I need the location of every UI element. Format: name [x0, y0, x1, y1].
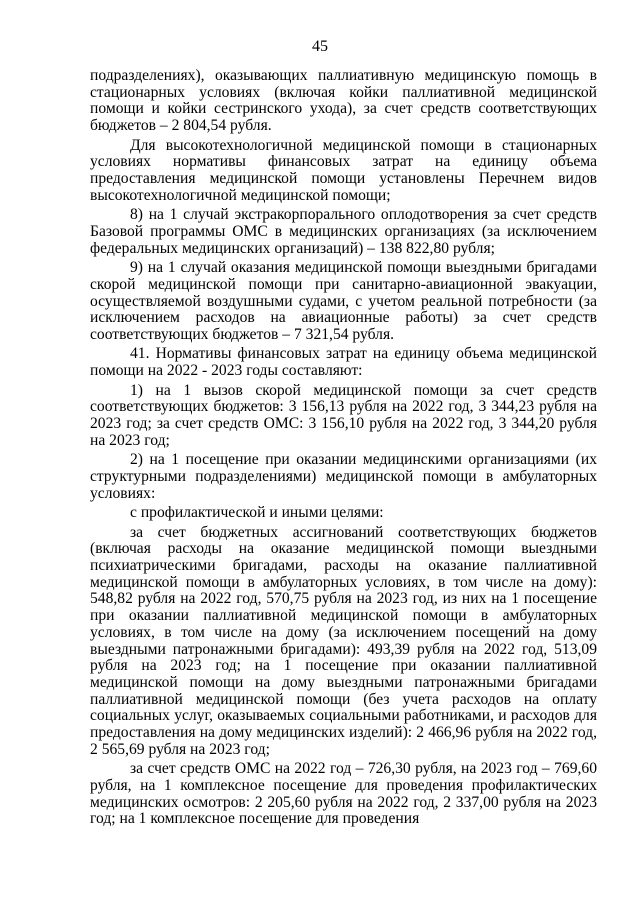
- paragraph: за счет бюджетных ассигнований соответствующих бюджетов (включая расходы на оказание медицинской помощи выездными психиатрическими бригадами, расходы на оказание паллиативной медицинской помощи в амбулаторных условиях, в том числе на дому): 548,82 рубля на 2022 год, 570,75 рубля на 2023 год, из них на 1 посещение при оказании паллиативной медицинской помощи в амбулаторных условиях, в том числе на дому (за исключением посещений на дому выездными патронажными бригадами): 493,39 рубля на 2022 год, 513,09 рубля на 2023 год; на 1 посещение при оказании паллиативной медицинской помощи на дому выездными патронажными бригадами паллиативной медицинской помощи (без учета расходов на оплату социальных услуг, оказываемых социальными работниками, и расходов для предоставления на дому медицинских изделий): 2 466,96 рубля на 2022 год, 2 565,69 рубля на 2023 год;: [90, 523, 597, 758]
- body-text: [90, 68, 597, 831]
- paragraph: 2) на 1 посещение при оказании медицинскими организациями (их структурными подразделениями) медицинской помощи в амбулаторных условиях:: [90, 451, 597, 502]
- paragraph: подразделениях), оказывающих паллиативную медицинскую помощь в стационарных условиях (включая койки паллиативной медицинской помощи и койки сестринского ухода), за счет средств соответствующих бюджетов – 2 804,54 рубля.: [90, 67, 597, 135]
- paragraph: с профилактической и иными целями:: [130, 504, 384, 522]
- paragraph: 9) на 1 случай оказания медицинской помощи выездными бригадами скорой медицинской помощи при санитарно-авиационной эвакуации, осуществляемой воздушными судами, с учетом реальной потребности (за исключением расходов на авиационные работы) за счет средств соответствующих бюджетов – 7 321,54 рубля.: [90, 259, 597, 343]
- paragraph: за счет средств ОМС на 2022 год – 726,30 рубля, на 2023 год – 769,60 рубля, на 1 комплексное посещение для проведения профилактических медицинских осмотров: 2 205,60 рубля на 2022 год, 2 337,00 рубля на 2023 год; на 1 комплексное посещение для проведения: [90, 760, 597, 828]
- page-number: 45: [312, 38, 328, 55]
- paragraph: 41. Нормативы финансовых затрат на единицу объема медицинской помощи на 2022 - 2023 годы составляют:: [90, 345, 597, 380]
- paragraph: 8) на 1 случай экстракорпорального оплодотворения за счет средств Базовой программы ОМС в медицинских организациях (за исключением федеральных медицинских организаций) – 138 822,80 рубля;: [90, 206, 597, 257]
- paragraph: 1) на 1 вызов скорой медицинской помощи за счет средств соответствующих бюджетов: 3 156,13 рубля на 2022 год, 3 344,23 рубля на 2023 год; за счет средств ОМС: 3 156,10 рубля на 2022 год, 3 344,20 рубля на 2023 год;: [90, 381, 597, 449]
- paragraph: Для высокотехнологичной медицинской помощи в стационарных условиях нормативы финансовых затрат на единицу объема предоставления медицинской помощи установлены Перечнем видов высокотехнологичной медицинской помощи;: [90, 136, 597, 204]
